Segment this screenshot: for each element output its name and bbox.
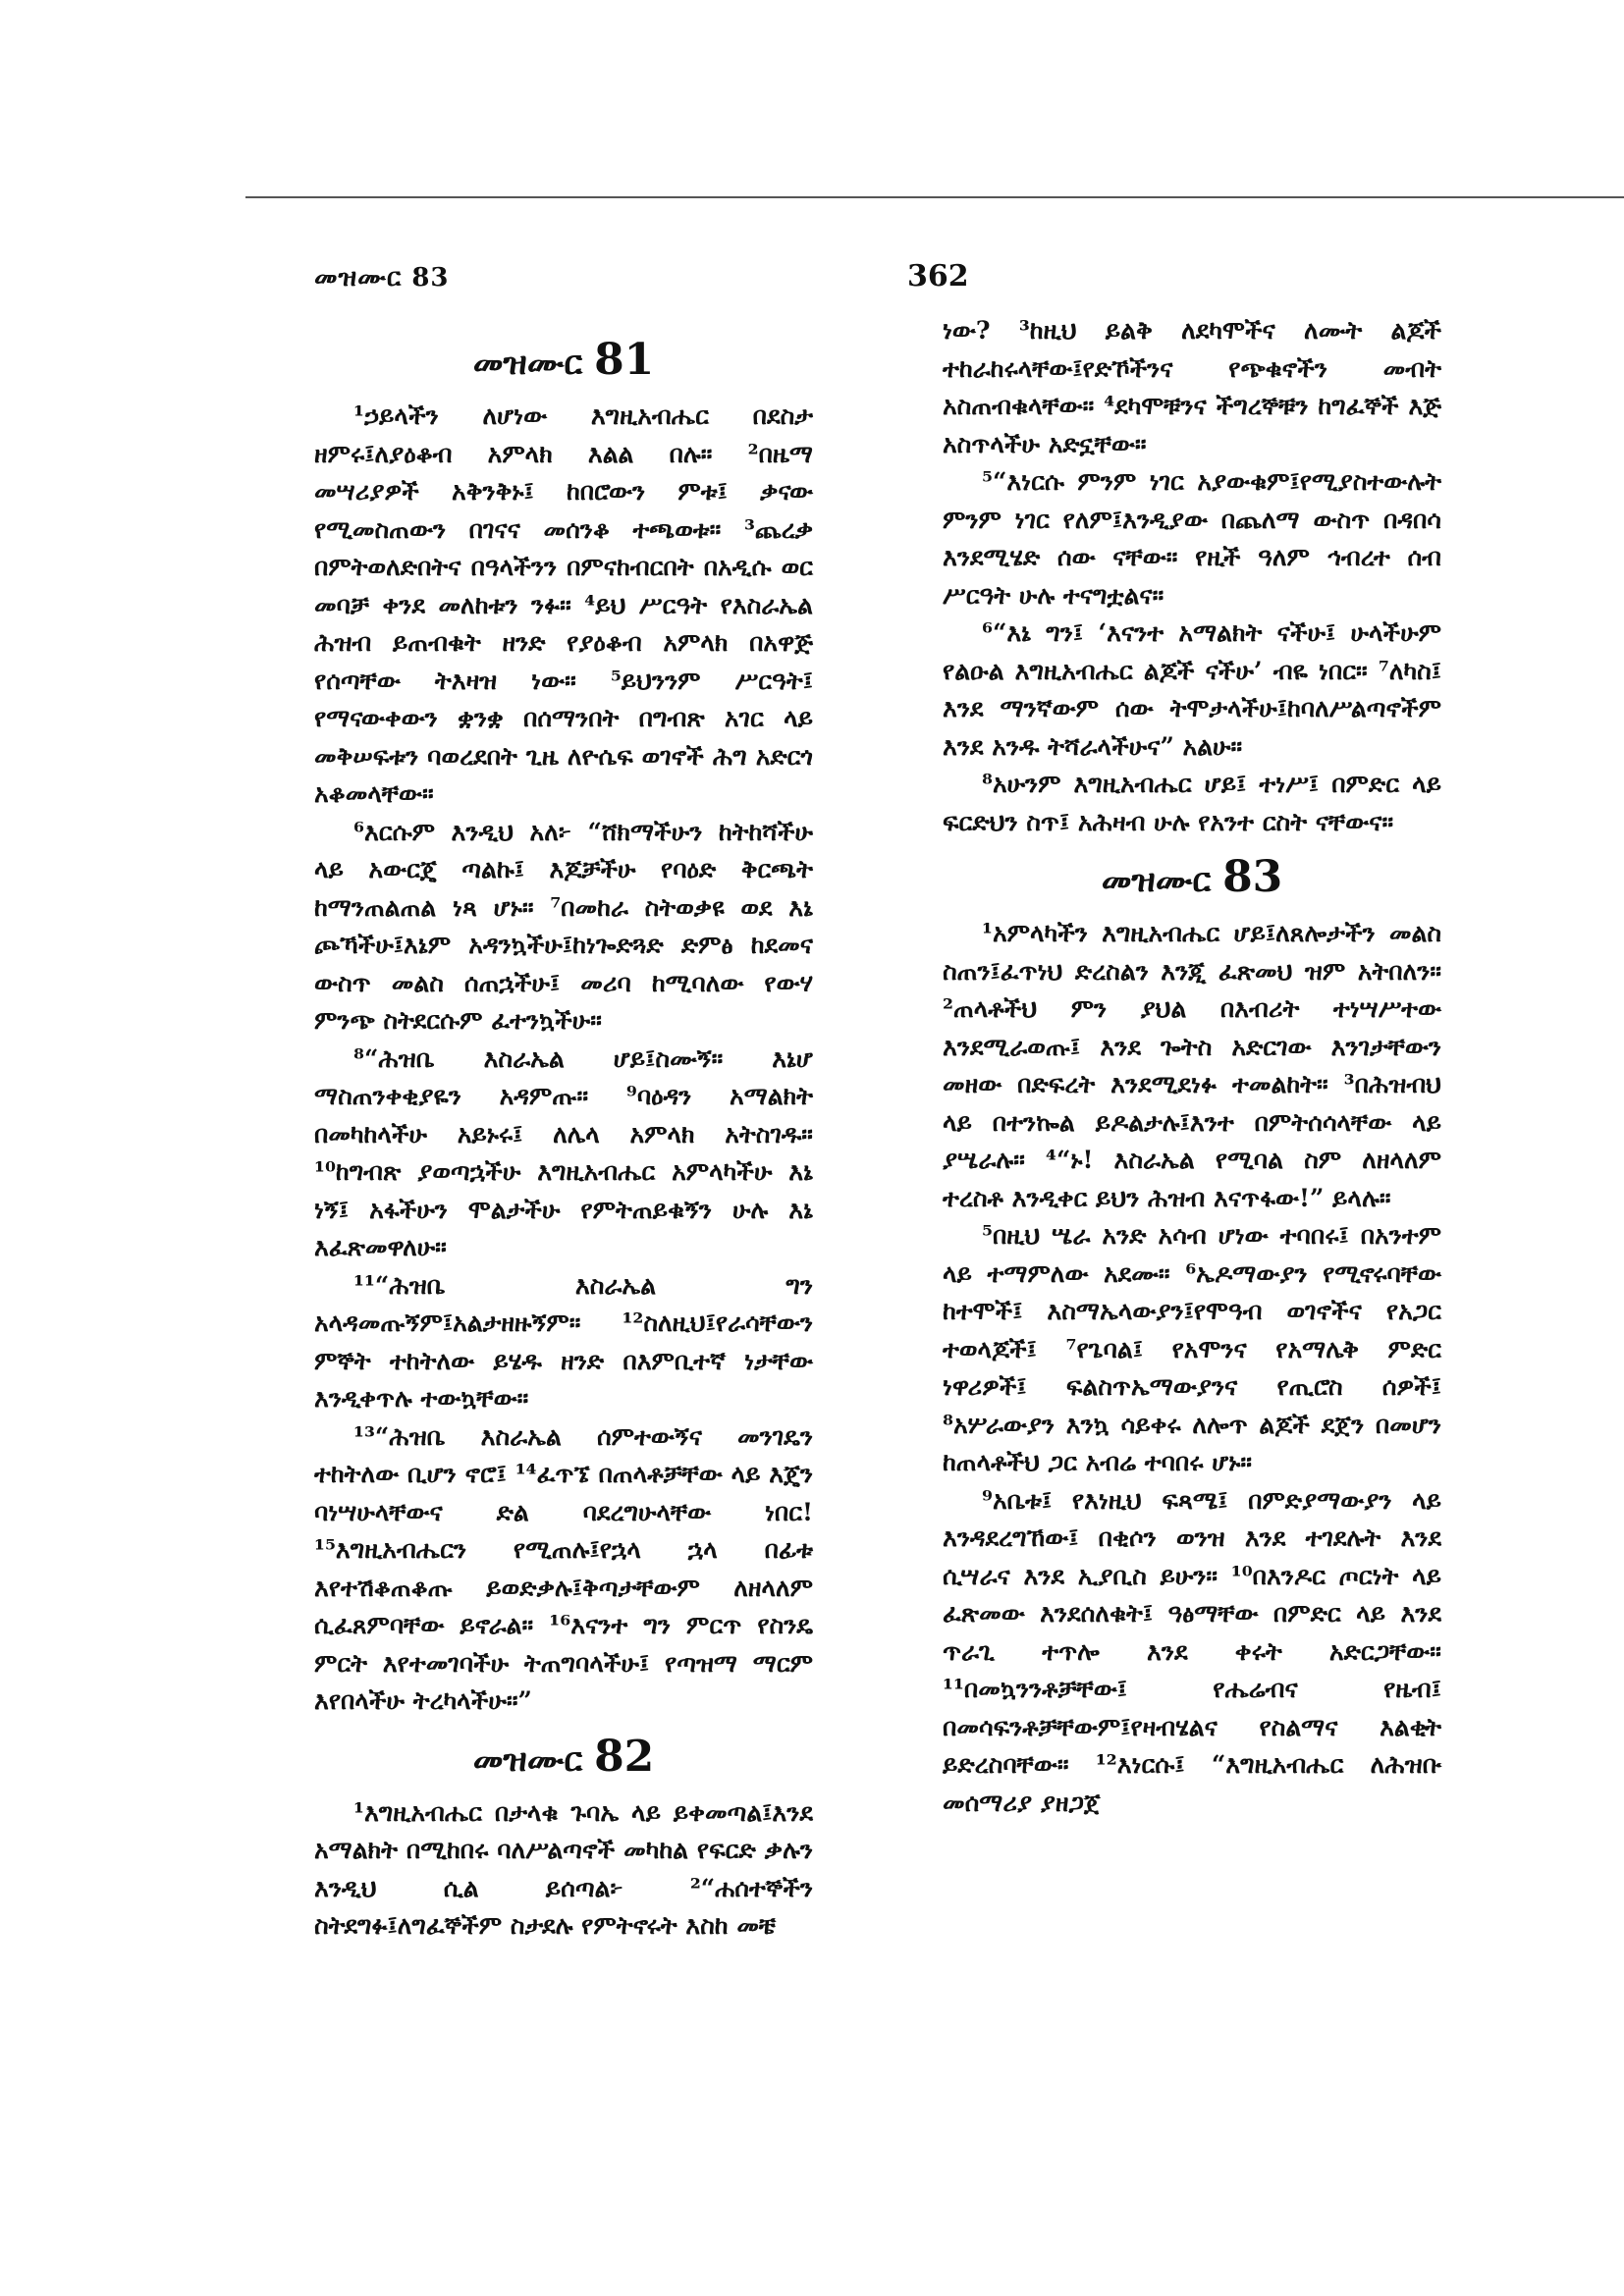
psalm-82-continuation: ⁶“እኔ ግን፤ ‘እናንተ አማልክት ናችሁ፤ ሁላችሁም የልዑል እግዚአብሔር ልጆች ናችሁ’ ብዬ ነበር። ⁷ለካስ፤ እንደ ማንኛውም ሰው ትሞታላችሁ፤ከባለሥልጣኖችም እንደ አንዱ ትሻራላችሁና” አልሁ። — [943, 618, 1441, 761]
running-head: መዝሙር 83 — [314, 263, 450, 293]
psalm-83-heading — [943, 847, 1441, 911]
psalm-81-paragraph: ⁶እርሱም እንዲህ አለ፦ “ሸክማችሁን ከትከሻችሁ ላይ አውርጄ ጣልኩ፤ እጆቻችሁ የባዕድ ቅርጫት ከማንጠልጠል ነጻ ሆኑ። ⁷በመከራ ስትወቃዩ ወደ እኔ ጮኻችሁ፤እኔም አዳንኳችሁ፤ከነጐድጓድ ድምፅ ከደመና ውስጥ መልስ ሰጠኋችሁ፤ መሪባ ከሚባለው የውሃ ምንጭ ስትደርሱም ፈተንኳችሁ። — [314, 817, 813, 1035]
psalm-82-heading — [314, 1727, 813, 1790]
psalm-81-heading — [314, 330, 813, 394]
psalm-81-number: 81 — [594, 335, 655, 385]
psalm-81-paragraph: ¹¹“ሕዝቤ እስራኤል ግን አላዳመጡኝም፤አልታዘዙኝም። ¹²ስለዚህ፤የራሳቸውን ምኞት ተከትለው ይሄዱ ዘንድ በእምቢተኛ ነታቸው እንዲቀጥሉ ተውኳቸው። — [314, 1270, 813, 1413]
psalm-83-title: መዝሙር — [1101, 861, 1212, 900]
left-column — [314, 324, 813, 1946]
psalm-83-paragraph: ¹አምላካችን እግዚአብሔር ሆይ፤ለጸሎታችን መልስ ስጠን፤ፈጥነህ ድረስልን እንጂ ፈጽመህ ዝም አትበለን። ²ጠላቶችህ ምን ያህል በእብሪት ተነሣሥተው እንደሚራወጡ፤ እንደ ጐትስ አድርገው እንገታቸውን መዘው በድፍረት እንደሚደነፉ ተመልከት። ³በሕዝብህ ላይ በተንኰል ይዶልታሉ፤እንተ በምትሰሳላቸው ላይ ያሤራሉ። ⁴“ኑ! እስራኤል የሚባል ስም ለዘላለም ተረስቶ እንዲቀር ይህን ሕዝብ እናጥፋው!” ይላሉ። — [943, 919, 1441, 1212]
psalm-81-paragraph: ¹³“ሕዝቤ እስራኤል ሰምተውኝና መንገዴን ተከትለው ቢሆን ኖሮ፤ ¹⁴ፈጥኜ በጠላቶቻቸው ላይ እጄን ባነሣሁላቸውና ድል ባደረግሁላቸው ነበር! ¹⁵እግዚአብሔርን የሚጠሉ፤የኋላ ኋላ በፊቱ እየተሽቆጠቆጡ ይወድቃሉ፤ቅጣታቸውም ለዘላለም ሲፈጸምባቸው ይኖራል። ¹⁶እናንተ ግን ምርጥ የስንዴ ምርት እየተመገባችሁ ትጠግባላችሁ፤ የጣዝማ ማርም እየበላችሁ ትረካላችሁ።” — [314, 1421, 813, 1715]
page-number: 362 — [907, 259, 969, 294]
psalm-82-paragraph: ¹እግዚአብሔር በታላቁ ጉባኤ ላይ ይቀመጣል፤እንደ አማልክት በሚከበሩ ባለሥልጣኖች መካከል የፍርድ ቃሉን እንዲህ ሲል ይሰጣል፦ ²“ሐሰተኞችን ስትደግፉ፤ለግፈኞችም ስታደሉ የምትኖሩት እስከ መቼ — [314, 1797, 813, 1940]
psalm-82-number: 82 — [594, 1731, 655, 1782]
psalm-83-number: 83 — [1222, 852, 1283, 902]
psalm-82-continuation: ነው? ³ከዚህ ይልቅ ለደካሞችና ለሙት ልጆች ተከራከሩላቸው፤የድኾችንና የጭቁኖችን መብት አስጠብቁላቸው። ⁴ደካሞቹንና ችግረኞቹን ከግፈኞች እጅ አስጥላችሁ አድኗቸው። — [943, 316, 1441, 458]
psalm-83-paragraph: ⁹አቤቱ፤ የእነዚህ ፍጻሜ፤ በምድያማውያን ላይ እንዳደረግኸው፤ በቂሶን ወንዝ እንደ ተገደሉት እንደ ሲሣራና እንደ ኢያቢስ ይሁን። ¹⁰በእንዶር ጦርነት ላይ ፈጽመው እንደሰለቁት፤ ዓፅማቸው በምድር ላይ እንደ ጥራጊ ተጥሎ እንደ ቀሩት አድርጋቸው። ¹¹በመኳንንቶቻቸው፤ የሔሬብና የዜብ፤ በመሳፍንቶቻቸውም፤የዛብሄልና የስልማና እልቂት ይድረስባቸው። ¹²እነርሱ፤ “እግዚአብሔር ለሕዝቡ መሰማሪያ ያዘጋጀ — [943, 1485, 1441, 1817]
psalm-81-title: መዝሙር — [472, 344, 583, 383]
psalm-81-paragraph: ¹ኃይላችን ለሆነው እግዚአብሔር በደስታ ዘምሩ፤ለያዕቆብ አምላክ እልል በሉ። ²በዜማ መሣሪያዎች አቅንቅኑ፤ ከበሮውን ምቱ፤ ቃናው የሚመስጠውን በገናና መሰንቆ ተጫወቱ። ³ጨረቃ በምትወለድበትና በዓላችንን በምናከብርበት በአዲሱ ወር መባቻ ቀንደ መለከቱን ንፉ። ⁴ይህ ሥርዓት የእስራኤል ሕዝብ ይጠብቁት ዘንድ የያዕቆብ አምላክ በአዋጅ የሰጣቸው ትእዛዝ ነው። ⁵ይህንንም ሥርዓት፤ የማናውቀውን ቋንቋ በሰማንበት በግብጽ አገር ላይ መቅሠፍቱን ባወረደበት ጊዜ ለዮሴፍ ወገኖች ሕግ አድርጎ አቆመላቸው። — [314, 401, 813, 808]
psalm-81-paragraph: ⁸“ሕዝቤ እስራኤል ሆይ፤ስሙኝ። እኔሆ ማስጠንቀቂያዬን አዳምጡ። ⁹ባዕዳን አማልክት በመካከላችሁ አይኑሩ፤ ለሌላ አምላክ አትስገዱ። ¹⁰ከግብጽ ያወጣኋችሁ እግዚአብሔር አምላካችሁ እኔ ነኝ፤ አፋችሁን ሞልታችሁ የምትጠይቁኝን ሁሉ እኔ እፈጽመዋለሁ። — [314, 1043, 813, 1261]
right-column — [943, 312, 1441, 1822]
header-rule — [245, 196, 1624, 198]
psalm-82-continuation: ⁵“እነርሱ ምንም ነገር አያውቁም፤የሚያስተውሉት ምንም ነገር የለም፤እንዲያው በጨለማ ውስጥ በዳበሳ እንደሚሄድ ሰው ናቸው። የዚች ዓለም ኅብረተ ሰብ ሥርዓት ሁሉ ተናግቷልና። — [943, 467, 1441, 610]
psalm-82-continuation: ⁸አሁንም እግዚአብሔር ሆይ፤ ተነሥ፤ በምድር ላይ ፍርድህን ስጥ፤ አሕዛብ ሁሉ የአንተ ርስት ናቸውና። — [943, 770, 1441, 836]
psalm-83-paragraph: ⁵በዚህ ሤራ አንድ አሳብ ሆነው ተባበሩ፤ በአንተም ላይ ተማምለው አደሙ። ⁶ኤዶማውያን የሚኖሩባቸው ከተሞች፤ እስማኤላውያን፤የሞዓብ ወገኖችና የአጋር ተወላጆች፤ ⁷የጌባል፤ የአሞንና የአማሌቅ ምድር ነዋሪዎች፤ ፍልስጥኤማውያንና የጢሮስ ሰዎች፤ ⁸አሦራውያን እንኳ ሳይቀሩ ለሎጥ ልጆች ደጀን በመሆን ከጠላቶችህ ጋር አብሬ ተባበሩ ሆኑ። — [943, 1221, 1441, 1476]
psalm-82-title: መዝሙር — [472, 1739, 583, 1780]
